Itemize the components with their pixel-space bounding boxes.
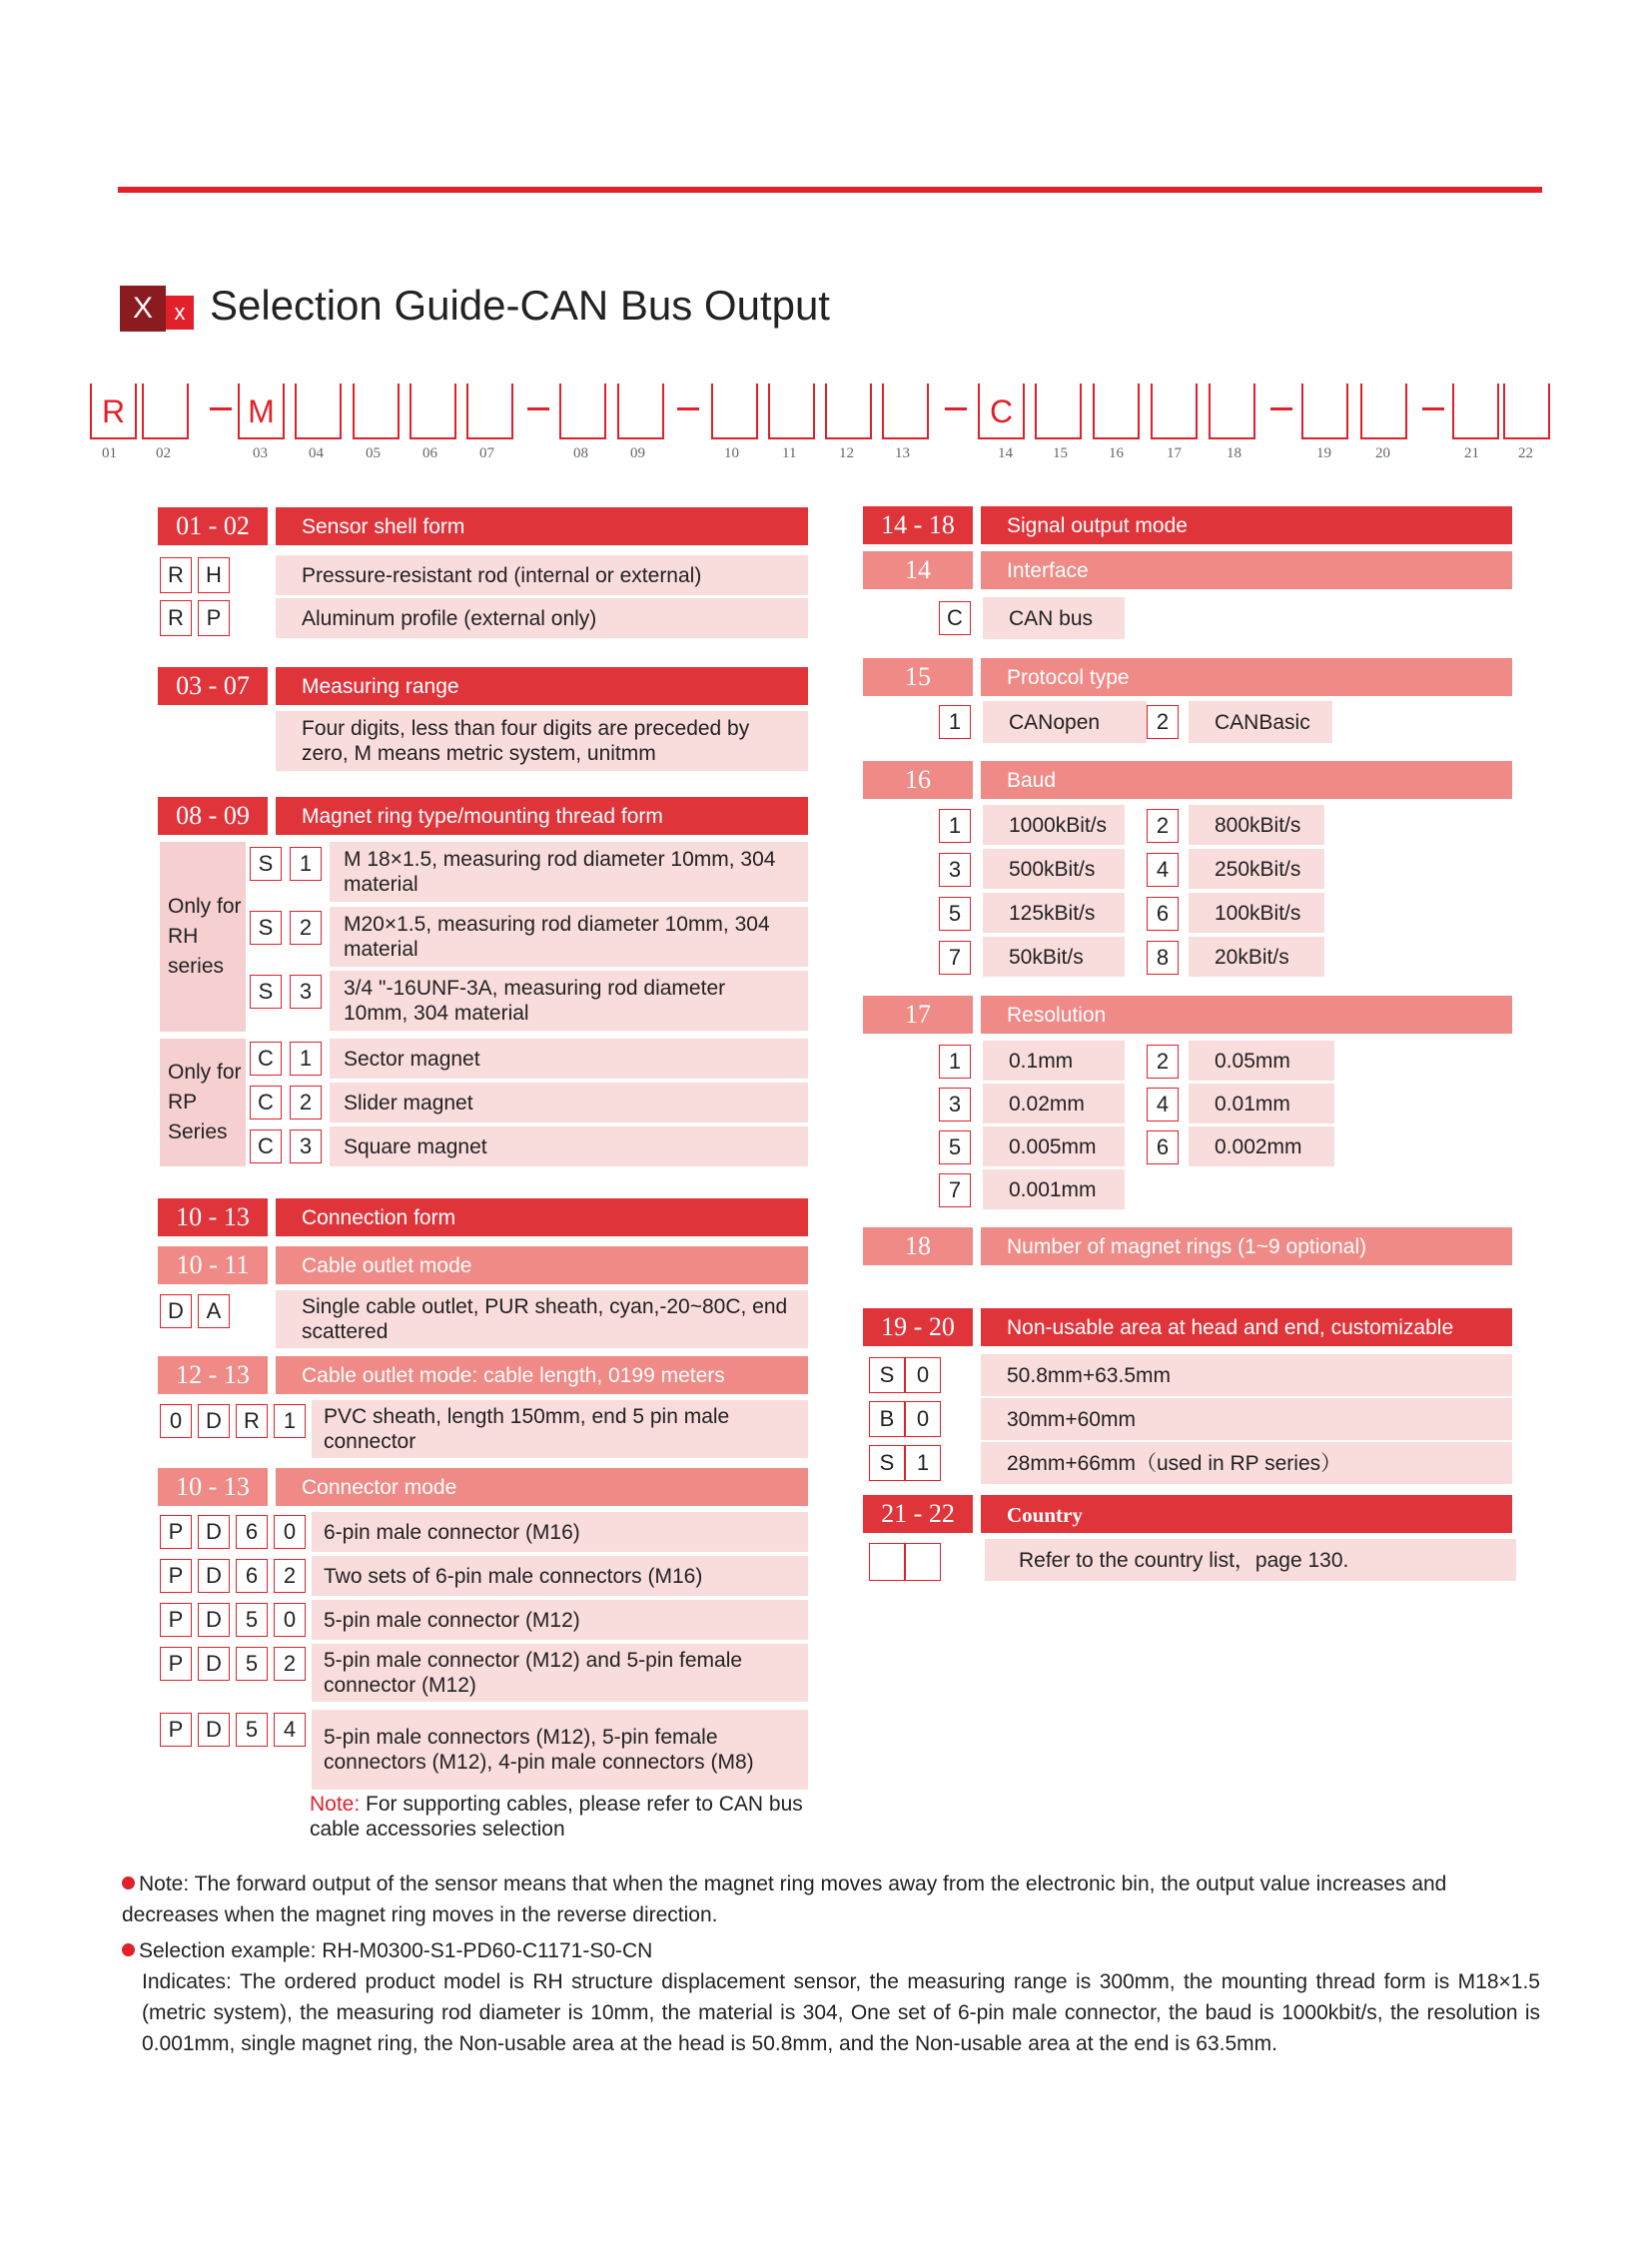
code-box: 0 bbox=[274, 1603, 306, 1637]
option-text: CAN bus bbox=[1009, 606, 1094, 630]
code-box: D bbox=[198, 1603, 230, 1637]
code-box: 3 bbox=[939, 1088, 971, 1121]
code-box: 5 bbox=[236, 1647, 268, 1681]
section-label-14: Interface bbox=[981, 551, 1512, 589]
code-box: D bbox=[198, 1515, 230, 1549]
option-text: Pressure-resistant rod (internal or external) bbox=[302, 563, 702, 587]
subsection-label-connector: Connector mode bbox=[276, 1468, 808, 1506]
code-slot bbox=[1301, 383, 1348, 439]
code-dash bbox=[527, 407, 549, 410]
option-text: Aluminum profile (external only) bbox=[302, 606, 597, 630]
section-label-1418: Signal output mode bbox=[981, 506, 1512, 544]
section-num-1920: 19 - 20 bbox=[863, 1308, 973, 1346]
section-num-17: 17 bbox=[863, 996, 973, 1034]
option-row bbox=[330, 971, 808, 1031]
code-position-number: 02 bbox=[156, 445, 171, 461]
code-position-number: 22 bbox=[1518, 445, 1533, 461]
code-position-number: 11 bbox=[782, 445, 797, 461]
section-num-2122: 21 - 22 bbox=[863, 1495, 973, 1533]
section-label-0307: Measuring range bbox=[276, 667, 808, 705]
section-num-0102: 01 - 02 bbox=[158, 507, 268, 545]
code-box: 1 bbox=[290, 847, 322, 881]
section-label-17: Resolution bbox=[981, 996, 1512, 1034]
code-slot bbox=[1452, 383, 1499, 439]
code-position-number: 20 bbox=[1375, 445, 1390, 461]
bullet-icon bbox=[122, 1943, 135, 1956]
code-box: 7 bbox=[939, 1173, 971, 1207]
code-box: D bbox=[198, 1647, 230, 1681]
code-slot bbox=[1503, 383, 1550, 439]
selection-example: Selection example: RH-M0300-S1-PD60-C1171-S0-CN Indicates: The ordered product model is RH structure displacement sensor, the measuring range is 300mm, the mounting thread form is M18×1.5 (metric system), the measuring rod diameter is 10mm, the material is 304, One set of 6-pin male connector, the baud is 1000kbit/s, the resolution is 0.001mm, single magnet ring, the Non-usable area at the head is 50.8mm, and the Non-usable area at the end is 63.5mm. bbox=[122, 1935, 1540, 2059]
code-position-number: 09 bbox=[630, 445, 645, 461]
section-label-15: Protocol type bbox=[981, 658, 1512, 696]
option-row bbox=[330, 1126, 808, 1166]
code-box: S bbox=[869, 1357, 905, 1393]
option-row bbox=[276, 555, 808, 595]
option-row bbox=[1189, 701, 1332, 743]
code-box: 2 bbox=[1147, 705, 1179, 739]
code-box: 5 bbox=[236, 1713, 268, 1747]
code-box: S bbox=[250, 975, 282, 1009]
section-num-18: 18 bbox=[863, 1227, 973, 1265]
option-text: 30mm+60mm bbox=[1007, 1407, 1136, 1431]
code-box: B bbox=[869, 1401, 905, 1437]
code-box: 6 bbox=[236, 1559, 268, 1593]
code-position-number: 07 bbox=[479, 445, 494, 461]
section-num-0809: 08 - 09 bbox=[158, 797, 268, 835]
code-dash bbox=[1270, 407, 1292, 410]
code-slot bbox=[882, 383, 929, 439]
option-text: 0.005mm bbox=[1009, 1134, 1097, 1158]
code-box: 1 bbox=[939, 705, 971, 739]
code-box: 6 bbox=[1147, 897, 1179, 931]
option-row bbox=[276, 1290, 808, 1348]
code-slot bbox=[711, 383, 758, 439]
code-box: 2 bbox=[1147, 809, 1179, 843]
option-row bbox=[312, 1556, 808, 1596]
option-text: CANBasic bbox=[1215, 710, 1310, 734]
option-row bbox=[1189, 893, 1324, 933]
code-slot bbox=[617, 383, 664, 439]
subsection-num-1011: 10 - 11 bbox=[158, 1246, 268, 1284]
subsection-num-connector: 10 - 13 bbox=[158, 1468, 268, 1506]
code-box: 2 bbox=[274, 1647, 306, 1681]
section-num-0307: 03 - 07 bbox=[158, 667, 268, 705]
code-box: P bbox=[160, 1603, 192, 1637]
option-row bbox=[983, 893, 1125, 933]
code-box: 1 bbox=[905, 1445, 941, 1481]
option-text: 0.01mm bbox=[1215, 1092, 1290, 1116]
code-box: R bbox=[160, 600, 192, 636]
code-dash bbox=[677, 407, 699, 410]
option-text: Sector magnet bbox=[344, 1047, 480, 1071]
section-label-0102: Sensor shell form bbox=[276, 507, 808, 545]
option-text: 250kBit/s bbox=[1215, 857, 1301, 881]
code-position-number: 19 bbox=[1316, 445, 1331, 461]
option-text: 125kBit/s bbox=[1009, 901, 1096, 925]
option-row bbox=[330, 1083, 808, 1122]
code-box: D bbox=[160, 1294, 192, 1328]
option-row bbox=[1189, 805, 1324, 845]
subsection-num-1213: 12 - 13 bbox=[158, 1356, 268, 1394]
option-row bbox=[330, 1039, 808, 1079]
code-box: S bbox=[250, 847, 282, 881]
code-slot bbox=[1035, 383, 1082, 439]
code-slot bbox=[142, 383, 189, 439]
code-position-number: 04 bbox=[309, 445, 324, 461]
code-box: C bbox=[939, 601, 971, 635]
option-text: Four digits, less than four digits are preceded by zero, M means metric system, unitmm bbox=[302, 717, 750, 765]
cable-note bbox=[310, 1792, 809, 1842]
subsection-label-1213: Cable outlet mode: cable length, 0199 meters bbox=[276, 1356, 808, 1394]
option-text: 3/4 "-16UNF-3A, measuring rod diameter 10mm, 304 material bbox=[344, 977, 726, 1025]
option-text: 20kBit/s bbox=[1215, 945, 1289, 969]
option-row bbox=[983, 597, 1125, 639]
section-label-1013: Connection form bbox=[276, 1198, 808, 1236]
option-row bbox=[330, 842, 808, 902]
option-text: 5-pin male connector (M12) and 5-pin female connector (M12) bbox=[324, 1649, 743, 1697]
code-box: 1 bbox=[274, 1404, 306, 1438]
option-text: Refer to the country list，page 130. bbox=[1019, 1548, 1349, 1572]
option-text: 5-pin male connector (M12) bbox=[324, 1608, 580, 1632]
option-row bbox=[312, 1710, 808, 1790]
option-row bbox=[312, 1600, 808, 1640]
code-box: S bbox=[250, 911, 282, 945]
code-box: 3 bbox=[939, 853, 971, 887]
option-text: PVC sheath, length 150mm, end 5 pin male connector bbox=[324, 1405, 730, 1453]
code-box: 2 bbox=[290, 1086, 322, 1120]
option-text: 28mm+66mm（used in RP series） bbox=[1007, 1451, 1342, 1475]
option-row bbox=[276, 598, 808, 638]
option-text: CANopen bbox=[1009, 710, 1101, 734]
code-slot bbox=[1360, 383, 1407, 439]
option-row bbox=[983, 1041, 1125, 1081]
code-box: 1 bbox=[939, 1045, 971, 1079]
section-num-1013: 10 - 13 bbox=[158, 1198, 268, 1236]
code-box: 4 bbox=[1147, 1088, 1179, 1121]
option-row bbox=[983, 937, 1125, 977]
code-box: 8 bbox=[1147, 941, 1179, 975]
option-row bbox=[1189, 849, 1324, 889]
code-slot bbox=[1151, 383, 1198, 439]
code-position-number: 03 bbox=[253, 445, 268, 461]
code-box: P bbox=[160, 1515, 192, 1549]
code-box: 2 bbox=[290, 911, 322, 945]
subsection-label-1011: Cable outlet mode bbox=[276, 1246, 808, 1284]
section-label-18: Number of magnet rings (1~9 optional) bbox=[981, 1227, 1512, 1265]
option-row bbox=[276, 711, 808, 771]
code-dash bbox=[1422, 407, 1444, 410]
option-text: Two sets of 6-pin male connectors (M16) bbox=[324, 1564, 703, 1588]
option-text: Slider magnet bbox=[344, 1091, 473, 1115]
option-row bbox=[985, 1539, 1516, 1581]
code-slot bbox=[768, 383, 815, 439]
title-mark-small: x bbox=[166, 296, 194, 330]
code-position-number: 10 bbox=[724, 445, 739, 461]
option-text: 0.1mm bbox=[1009, 1049, 1074, 1073]
code-box: H bbox=[198, 557, 230, 593]
title-mark-large: X bbox=[120, 286, 166, 332]
note-forward-output: Note: The forward output of the sensor means that when the magnet ring moves away from the electronic bin, the output value increases and decreases when the magnet ring moves in the reverse direction. bbox=[122, 1872, 1447, 1926]
code-box: 0 bbox=[274, 1515, 306, 1549]
option-text: 50kBit/s bbox=[1009, 945, 1084, 969]
code-dash bbox=[945, 407, 967, 410]
code-position-number: 05 bbox=[366, 445, 381, 461]
code-box: 0 bbox=[160, 1404, 192, 1438]
option-row bbox=[312, 1512, 808, 1552]
code-slot: C bbox=[978, 383, 1025, 439]
option-text: 0.05mm bbox=[1215, 1049, 1290, 1073]
section-num-16: 16 bbox=[863, 761, 973, 799]
section-num-1418: 14 - 18 bbox=[863, 506, 973, 544]
code-position-number: 08 bbox=[573, 445, 588, 461]
option-text: 500kBit/s bbox=[1009, 857, 1096, 881]
rh-series-label: Only for RH series bbox=[160, 842, 246, 1032]
option-row bbox=[1189, 937, 1324, 977]
option-text: 6-pin male connector (M16) bbox=[324, 1520, 580, 1544]
option-row bbox=[981, 1354, 1512, 1396]
code-slot bbox=[466, 383, 513, 439]
option-row bbox=[1189, 1126, 1334, 1166]
selection-example-body: Indicates: The ordered product model is RH structure displacement sensor, the measuring range is 300mm, the mounting thread form is M18×1.5 (metric system), the measuring rod diameter is 10mm, the material is 304, One set of 6-pin male connector, the baud is 1000kbit/s, the resolution is 0.001mm, single magnet ring, the Non-usable area at the head is 50.8mm, and the Non-usable area at the end is 63.5mm. bbox=[142, 1970, 1540, 2055]
top-rule bbox=[118, 187, 1542, 193]
code-box: 3 bbox=[290, 1129, 322, 1163]
code-box: 5 bbox=[236, 1603, 268, 1637]
option-row bbox=[983, 1126, 1125, 1166]
code-box: P bbox=[160, 1647, 192, 1681]
section-label-0809: Magnet ring type/mounting thread form bbox=[276, 797, 808, 835]
option-text: Square magnet bbox=[344, 1134, 487, 1158]
country-code-box bbox=[905, 1543, 941, 1581]
code-position-number: 06 bbox=[422, 445, 437, 461]
option-text: 1000kBit/s bbox=[1009, 813, 1108, 837]
code-box: P bbox=[160, 1559, 192, 1593]
option-text: M 18×1.5, measuring rod diameter 10mm, 304 material bbox=[344, 848, 776, 896]
code-box: 6 bbox=[236, 1515, 268, 1549]
note-text: For supporting cables, please refer to CAN bus cable accessories selection bbox=[310, 1793, 803, 1841]
option-text: 0.002mm bbox=[1215, 1134, 1302, 1158]
code-slot bbox=[559, 383, 606, 439]
code-slot bbox=[353, 383, 400, 439]
note-prefix: Note: bbox=[310, 1793, 361, 1816]
option-row bbox=[312, 1644, 808, 1702]
code-box: 5 bbox=[939, 1130, 971, 1164]
code-box: C bbox=[250, 1086, 282, 1120]
code-box: C bbox=[250, 1129, 282, 1163]
code-box: D bbox=[198, 1404, 230, 1438]
code-slot: R bbox=[90, 383, 137, 439]
section-label-1920: Non-usable area at head and end, customizable bbox=[981, 1308, 1512, 1346]
code-box: 2 bbox=[274, 1559, 306, 1593]
code-box: 1 bbox=[939, 809, 971, 843]
code-box: 2 bbox=[1147, 1045, 1179, 1079]
option-row bbox=[312, 1400, 808, 1458]
code-box: 7 bbox=[939, 941, 971, 975]
code-box: 0 bbox=[905, 1401, 941, 1437]
code-box: R bbox=[160, 557, 192, 593]
code-position-number: 16 bbox=[1109, 445, 1124, 461]
code-box: C bbox=[250, 1042, 282, 1076]
code-position-number: 15 bbox=[1053, 445, 1068, 461]
option-text: 0.001mm bbox=[1009, 1177, 1097, 1201]
code-box: P bbox=[198, 600, 230, 636]
country-code-box bbox=[869, 1543, 905, 1581]
option-row bbox=[981, 1398, 1512, 1440]
option-text: 50.8mm+63.5mm bbox=[1007, 1363, 1171, 1387]
code-box: D bbox=[198, 1559, 230, 1593]
section-num-14: 14 bbox=[863, 551, 973, 589]
option-row bbox=[983, 701, 1147, 743]
code-slot bbox=[1209, 383, 1255, 439]
code-slot bbox=[825, 383, 872, 439]
option-row bbox=[330, 907, 808, 967]
code-position-number: 14 bbox=[998, 445, 1013, 461]
option-row bbox=[1189, 1041, 1334, 1081]
option-text: 5-pin male connectors (M12), 5-pin female connectors (M12), 4-pin male connectors (M8) bbox=[324, 1726, 754, 1774]
page-title: Selection Guide-CAN Bus Output bbox=[210, 282, 830, 329]
code-box: 1 bbox=[290, 1042, 322, 1076]
section-label-16: Baud bbox=[981, 761, 1512, 799]
code-dash bbox=[210, 407, 232, 410]
option-text: Single cable outlet, PUR sheath, cyan,-20~80C, end scattered bbox=[302, 1295, 788, 1343]
code-slot: M bbox=[238, 383, 285, 439]
code-box: D bbox=[198, 1713, 230, 1747]
rp-series-label: Only for RP Series bbox=[160, 1039, 246, 1166]
option-row bbox=[981, 1442, 1512, 1484]
code-box: 0 bbox=[905, 1357, 941, 1393]
code-box: 3 bbox=[290, 975, 322, 1009]
code-box: 6 bbox=[1147, 1130, 1179, 1164]
code-position-number: 17 bbox=[1167, 445, 1182, 461]
code-box: 4 bbox=[274, 1713, 306, 1747]
section-label-2122: Country bbox=[981, 1495, 1512, 1533]
code-position-number: 12 bbox=[839, 445, 854, 461]
code-box: 4 bbox=[1147, 853, 1179, 887]
option-row bbox=[983, 805, 1125, 845]
code-box: 5 bbox=[939, 897, 971, 931]
option-row bbox=[1189, 1084, 1334, 1123]
option-row bbox=[983, 1084, 1125, 1123]
section-num-15: 15 bbox=[863, 658, 973, 696]
code-position-number: 01 bbox=[102, 445, 117, 461]
option-text: M20×1.5, measuring rod diameter 10mm, 304 material bbox=[344, 913, 770, 961]
code-slot bbox=[1093, 383, 1140, 439]
code-slot bbox=[295, 383, 342, 439]
code-slot bbox=[410, 383, 456, 439]
option-text: 800kBit/s bbox=[1215, 813, 1301, 837]
option-text: 0.02mm bbox=[1009, 1092, 1085, 1116]
code-position-number: 13 bbox=[895, 445, 910, 461]
code-position-number: 21 bbox=[1464, 445, 1479, 461]
bullet-icon bbox=[122, 1876, 135, 1889]
code-box: P bbox=[160, 1713, 192, 1747]
code-box: A bbox=[198, 1294, 230, 1328]
code-box: S bbox=[869, 1445, 905, 1481]
option-row bbox=[983, 849, 1125, 889]
option-row bbox=[983, 1169, 1125, 1209]
code-box: R bbox=[236, 1404, 268, 1438]
option-text: 100kBit/s bbox=[1215, 901, 1301, 925]
code-position-number: 18 bbox=[1227, 445, 1241, 461]
